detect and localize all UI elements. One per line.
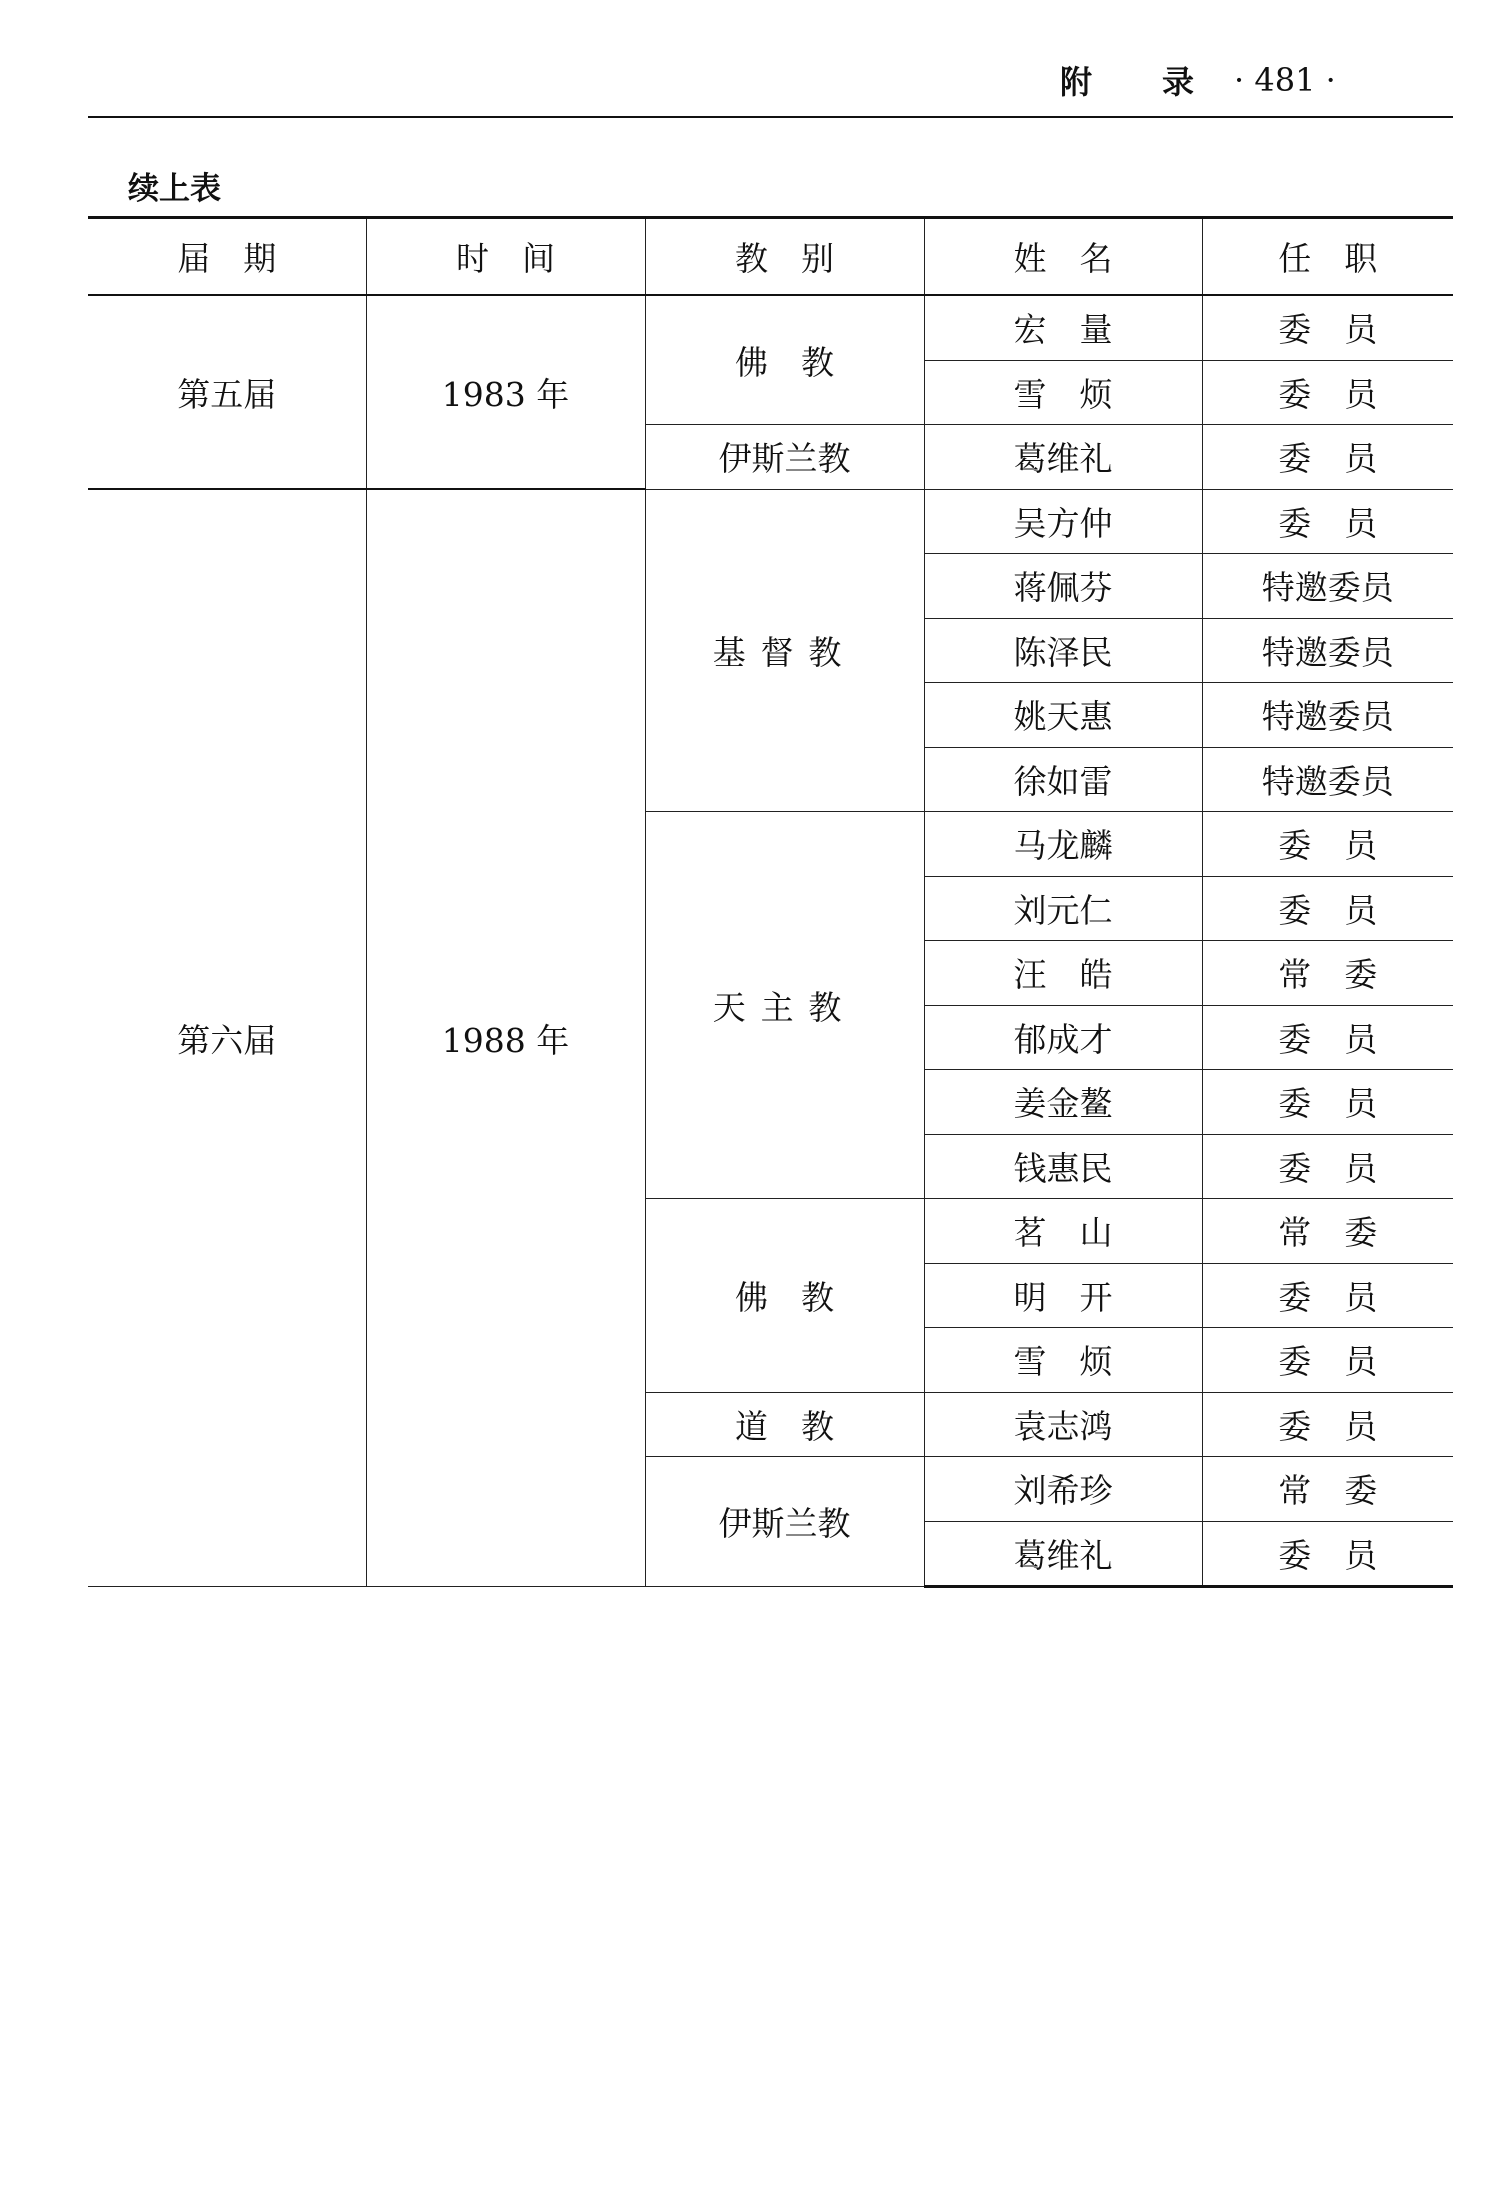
role-cell: 委 员 (1202, 812, 1453, 877)
role-cell: 委 员 (1202, 1263, 1453, 1328)
name-cell: 雪 烦 (924, 360, 1202, 425)
role-cell: 特邀委员 (1202, 618, 1453, 683)
religion-cell: 佛 教 (645, 295, 924, 425)
column-header-time: 时 间 (366, 218, 645, 296)
role-cell: 委 员 (1202, 425, 1453, 490)
name-cell: 马龙麟 (924, 812, 1202, 877)
name-cell: 刘希珍 (924, 1457, 1202, 1522)
time-cell: 1988 年 (366, 489, 645, 1587)
name-cell: 葛维礼 (924, 425, 1202, 490)
name-cell: 明 开 (924, 1263, 1202, 1328)
name-cell: 宏 量 (924, 295, 1202, 360)
name-cell: 刘元仁 (924, 876, 1202, 941)
role-cell: 特邀委员 (1202, 554, 1453, 619)
table-row (88, 489, 1453, 554)
name-cell: 姚天惠 (924, 683, 1202, 748)
name-cell: 钱惠民 (924, 1134, 1202, 1199)
religion-cell: 伊斯兰教 (645, 425, 924, 490)
section-title-char-2: 录 (1162, 63, 1195, 101)
role-cell: 特邀委员 (1202, 683, 1453, 748)
name-cell: 姜金鳌 (924, 1070, 1202, 1135)
column-header-religion: 教 别 (645, 218, 924, 296)
term-cell: 第五届 (88, 295, 366, 489)
religion-cell: 伊斯兰教 (645, 1457, 924, 1587)
role-cell: 委 员 (1202, 1005, 1453, 1070)
page-number: · 481 · (1234, 61, 1336, 99)
role-cell: 委 员 (1202, 1070, 1453, 1135)
running-header (1060, 55, 1336, 105)
role-cell: 委 员 (1202, 295, 1453, 360)
role-cell: 委 员 (1202, 1328, 1453, 1393)
committee-table (88, 216, 1453, 1588)
role-cell: 委 员 (1202, 489, 1453, 554)
term-cell: 第六届 (88, 489, 366, 1587)
name-cell: 葛维礼 (924, 1521, 1202, 1587)
column-header-name: 姓 名 (924, 218, 1202, 296)
name-cell: 蒋佩芬 (924, 554, 1202, 619)
role-cell: 特邀委员 (1202, 747, 1453, 812)
religion-cell: 天主教 (645, 812, 924, 1199)
role-cell: 委 员 (1202, 360, 1453, 425)
role-cell: 常 委 (1202, 941, 1453, 1006)
column-header-role: 任 职 (1202, 218, 1453, 296)
table-body (88, 295, 1453, 1587)
role-cell: 委 员 (1202, 1134, 1453, 1199)
section-title-char-1: 附 (1060, 63, 1093, 101)
table-header-row (88, 218, 1453, 296)
religion-cell: 道 教 (645, 1392, 924, 1457)
table-row (88, 295, 1453, 360)
time-cell: 1983 年 (366, 295, 645, 489)
religion-cell: 佛 教 (645, 1199, 924, 1393)
column-header-term: 届 期 (88, 218, 366, 296)
name-cell: 吴方仲 (924, 489, 1202, 554)
name-cell: 郁成才 (924, 1005, 1202, 1070)
role-cell: 委 员 (1202, 1392, 1453, 1457)
role-cell: 常 委 (1202, 1199, 1453, 1264)
header-rule (88, 116, 1453, 118)
name-cell: 汪 皓 (924, 941, 1202, 1006)
religion-cell: 基督教 (645, 489, 924, 812)
role-cell: 常 委 (1202, 1457, 1453, 1522)
name-cell: 陈泽民 (924, 618, 1202, 683)
name-cell: 袁志鸿 (924, 1392, 1202, 1457)
continuation-label: 续上表 (128, 171, 221, 207)
name-cell: 茗 山 (924, 1199, 1202, 1264)
role-cell: 委 员 (1202, 876, 1453, 941)
role-cell: 委 员 (1202, 1521, 1453, 1587)
name-cell: 徐如雷 (924, 747, 1202, 812)
name-cell: 雪 烦 (924, 1328, 1202, 1393)
